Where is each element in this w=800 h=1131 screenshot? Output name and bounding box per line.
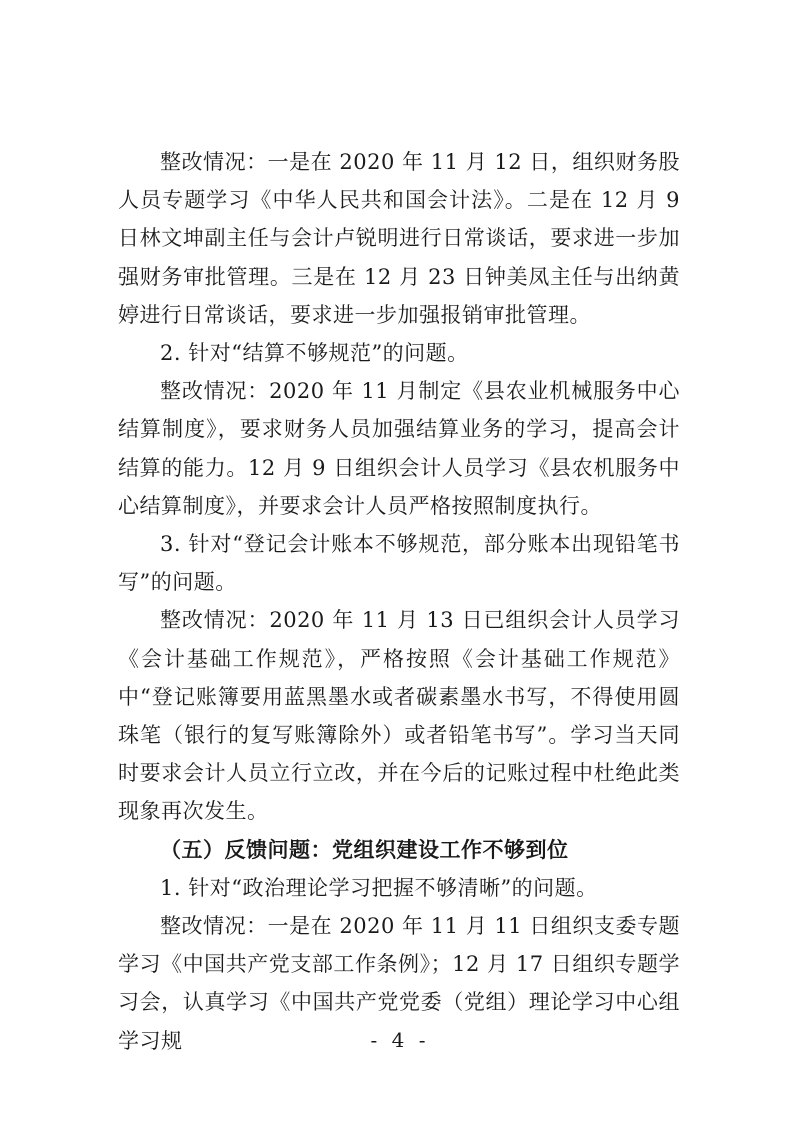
paragraph-item-settlement-issue: 2. 针对“结算不够规范”的问题。 (160, 341, 469, 366)
paragraph-rectification-settlement: 整改情况：2020 年 11 月制定《县农业机械服务中心结算制度》，要求财务人员加强结算业务的学习，提高会计结算的能力。12 月 9 日组织会计人员学习《县农机服务中心结算制度》，并要求会计人员严格按照制度执行。 (118, 379, 680, 518)
paragraph-rectification-ledger: 整改情况：2020 年 11 月 13 日已组织会计人员学习《会计基础工作规范》，严格按照《会计基础工作规范》中“登记账簿要用蓝黑墨水或者碳素墨水书写，不得使用圆珠笔（银行的复写账簿除外）或者铅笔书写”。学习当天同时要求会计人员立行立改，并在今后的记账过程中杜绝此类现象再次发生。 (118, 608, 680, 824)
page-number: - 4 - (370, 1028, 430, 1052)
paragraph-rectification-accounting-law: 整改情况：一是在 2020 年 11 月 12 日，组织财务股人员专题学习《中华人民共和国会计法》。二是在 12 月 9 日林文坤副主任与会计卢锐明进行日常谈话，要求进一步加强财务审批管理。三是在 12 月 23 日钟美凤主任与出纳黄婷进行日常谈话，要求进一步加强报销审批管理。 (118, 150, 680, 327)
paragraph-item-political-study-issue: 1. 针对“政治理论学习把握不够清晰”的问题。 (160, 875, 598, 900)
paragraph-rectification-political-study: 整改情况：一是在 2020 年 11 月 11 日组织支委专题学习《中国共产党支部工作条例》；12 月 17 日组织专题学习会，认真学习《中国共产党党委（党组）理论学习中心组学习规 (118, 914, 680, 1053)
section-heading-party-building: （五）反馈问题：党组织建设工作不够到位 (160, 836, 569, 862)
document-body (118, 143, 680, 1060)
paragraph-item-ledger-issue: 3. 针对“登记会计账本不够规范，部分账本出现铅笔书写”的问题。 (118, 532, 680, 595)
